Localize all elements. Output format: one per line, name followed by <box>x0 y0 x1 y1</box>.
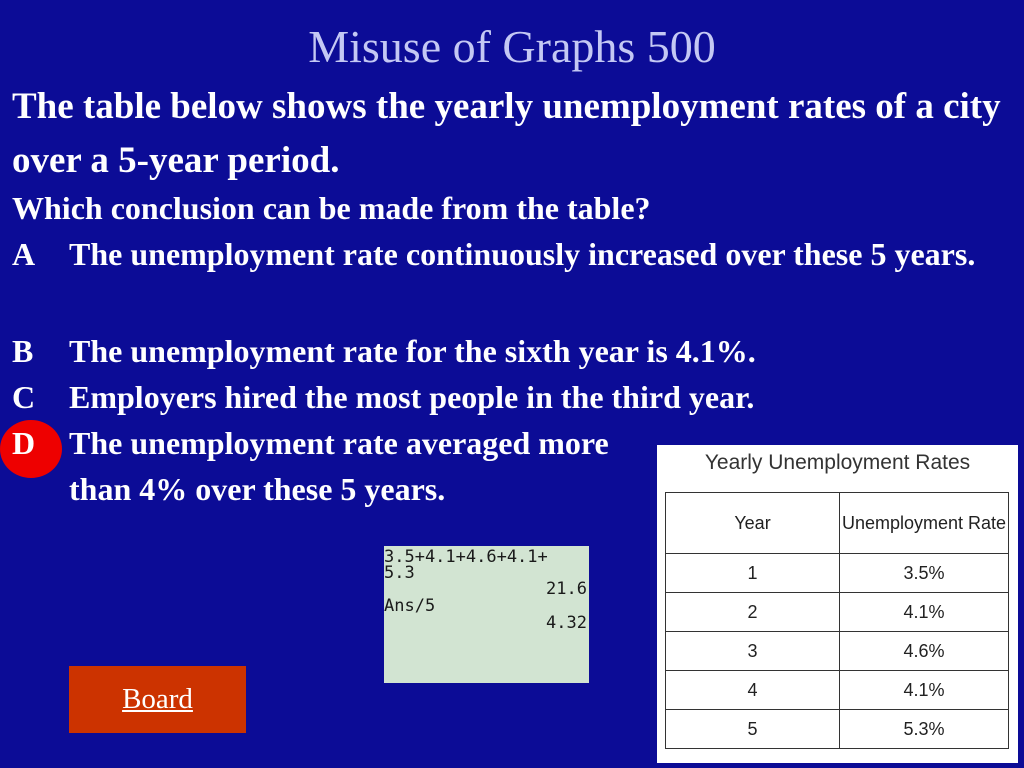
question-prompt: Which conclusion can be made from the table? <box>12 190 651 226</box>
header-rate: Unemployment Rate <box>840 493 1009 554</box>
calc-expression-line1: 3.5+4.1+4.6+4.1+ <box>384 547 548 567</box>
unemployment-table <box>665 492 1009 749</box>
unemployment-table-card <box>657 445 1018 763</box>
option-letter: B <box>12 333 34 369</box>
calculator-screen <box>384 546 589 683</box>
board-button[interactable]: Board <box>69 666 246 733</box>
cell-rate: 4.1% <box>840 671 1009 710</box>
calc-expression-line3: Ans/5 <box>384 596 436 616</box>
header-year: Year <box>666 493 840 554</box>
table-header-row <box>666 493 1009 554</box>
table-row <box>666 671 1009 710</box>
question-intro: The table below shows the yearly unemployment rates of a city over a 5-year period. <box>12 86 1001 181</box>
calc-result-average: 4.32 <box>546 613 587 633</box>
table-row <box>666 554 1009 593</box>
option-letter: C <box>12 379 36 415</box>
slide-title: Misuse of Graphs 500 <box>308 21 716 72</box>
cell-year: 1 <box>666 554 840 593</box>
cell-year: 3 <box>666 632 840 671</box>
cell-year: 5 <box>666 710 840 749</box>
cell-rate: 4.6% <box>840 632 1009 671</box>
cell-year: 4 <box>666 671 840 710</box>
option-text: The unemployment rate for the sixth year is 4.1%. <box>69 333 756 369</box>
cell-year: 2 <box>666 593 840 632</box>
table-row <box>666 593 1009 632</box>
option-letter: D <box>12 425 36 461</box>
table-title: Yearly Unemployment Rates <box>704 451 971 474</box>
option-text: The unemployment rate averaged more than 4% over these 5 years. <box>69 425 609 507</box>
option-text: The unemployment rate continuously increased over these 5 years. <box>69 236 976 272</box>
cell-rate: 5.3% <box>840 710 1009 749</box>
table-row <box>666 632 1009 671</box>
calc-result-sum: 21.6 <box>546 579 587 599</box>
cell-rate: 3.5% <box>840 554 1009 593</box>
table-row <box>666 710 1009 749</box>
cell-rate: 4.1% <box>840 593 1009 632</box>
calc-expression-line2: 5.3 <box>384 563 415 583</box>
option-text: Employers hired the most people in the third year. <box>69 379 755 415</box>
option-letter: A <box>12 236 36 272</box>
